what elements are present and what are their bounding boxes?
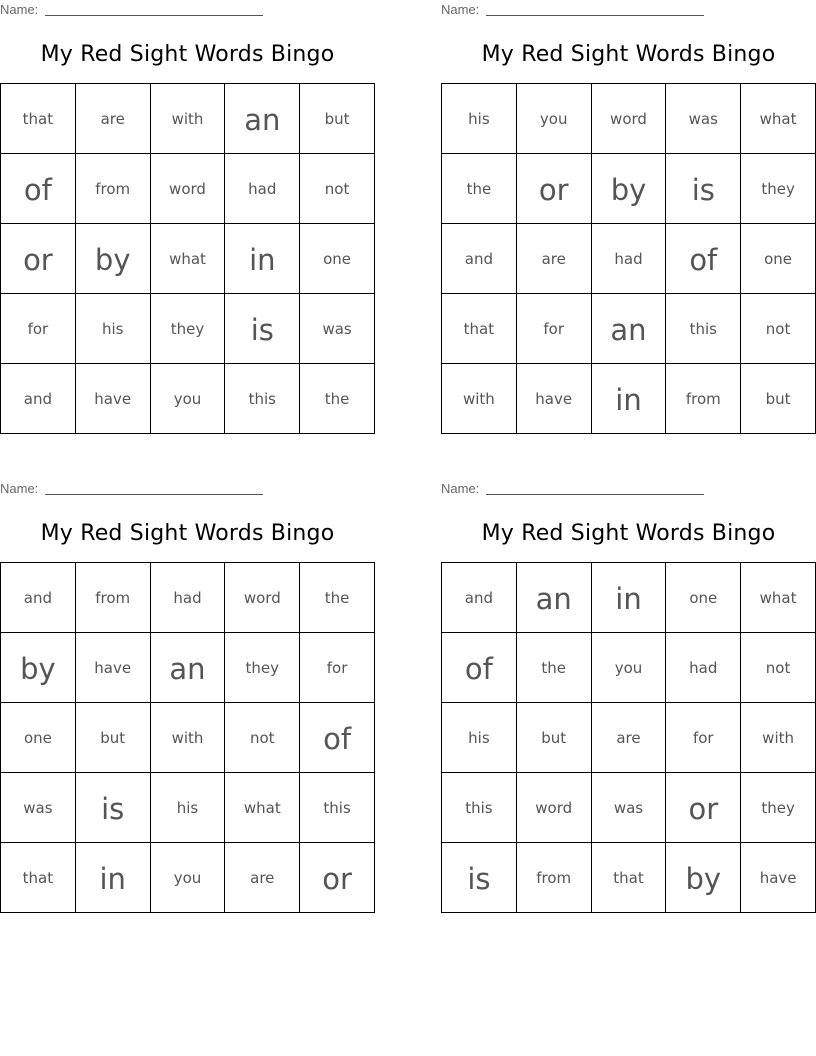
name-blank-line — [486, 494, 704, 495]
bingo-cell: of — [666, 224, 741, 294]
bingo-cell: from — [666, 364, 741, 434]
bingo-card-4 — [441, 479, 816, 919]
bingo-cell: had — [151, 563, 226, 633]
bingo-cell: of — [300, 703, 375, 773]
card-title: My Red Sight Words Bingo — [40, 42, 335, 67]
bingo-cell: is — [666, 154, 741, 224]
bingo-cell: in — [76, 843, 151, 913]
bingo-cell: for — [517, 294, 592, 364]
bingo-cell: not — [300, 154, 375, 224]
bingo-cell: not — [225, 703, 300, 773]
bingo-cell: that — [442, 294, 517, 364]
bingo-cell: with — [151, 703, 226, 773]
bingo-cell: and — [1, 563, 76, 633]
bingo-grid — [0, 83, 375, 434]
bingo-cell: of — [442, 633, 517, 703]
bingo-cell: one — [1, 703, 76, 773]
name-blank-line — [45, 15, 263, 16]
bingo-card-1 — [0, 0, 375, 440]
bingo-cell: are — [592, 703, 667, 773]
bingo-cell: an — [592, 294, 667, 364]
bingo-cell: by — [592, 154, 667, 224]
bingo-cell: for — [666, 703, 741, 773]
bingo-cell: but — [76, 703, 151, 773]
bingo-cell: and — [1, 364, 76, 434]
bingo-cell: for — [1, 294, 76, 364]
name-label: Name: — [441, 481, 480, 496]
bingo-cell: you — [151, 364, 226, 434]
card-title: My Red Sight Words Bingo — [481, 521, 776, 546]
bingo-cell: his — [151, 773, 226, 843]
bingo-cell: have — [76, 633, 151, 703]
bingo-cell: or — [300, 843, 375, 913]
bingo-cell: or — [517, 154, 592, 224]
bingo-cell: from — [76, 154, 151, 224]
bingo-cell: with — [442, 364, 517, 434]
bingo-cell: one — [300, 224, 375, 294]
bingo-cell: the — [300, 563, 375, 633]
bingo-grid — [441, 83, 816, 434]
bingo-cell: have — [517, 364, 592, 434]
bingo-cell: the — [517, 633, 592, 703]
bingo-cell: is — [225, 294, 300, 364]
bingo-cell: of — [1, 154, 76, 224]
bingo-cell: they — [151, 294, 226, 364]
bingo-cell: was — [1, 773, 76, 843]
bingo-cell: are — [76, 84, 151, 154]
bingo-cell: or — [1, 224, 76, 294]
bingo-cell: by — [666, 843, 741, 913]
bingo-cell: have — [741, 843, 816, 913]
bingo-cell: was — [300, 294, 375, 364]
card-title: My Red Sight Words Bingo — [40, 521, 335, 546]
bingo-cell: what — [741, 84, 816, 154]
bingo-cell: was — [666, 84, 741, 154]
bingo-cell: you — [151, 843, 226, 913]
bingo-cell: they — [741, 773, 816, 843]
bingo-cell: and — [442, 563, 517, 633]
bingo-cell: in — [592, 364, 667, 434]
bingo-cell: with — [151, 84, 226, 154]
bingo-cell: an — [151, 633, 226, 703]
bingo-cell: are — [225, 843, 300, 913]
bingo-cell: from — [517, 843, 592, 913]
bingo-cell: from — [76, 563, 151, 633]
bingo-cell: what — [151, 224, 226, 294]
bingo-cell: word — [517, 773, 592, 843]
bingo-grid — [0, 562, 375, 913]
bingo-cell: one — [741, 224, 816, 294]
bingo-cell: an — [225, 84, 300, 154]
bingo-cell: what — [741, 563, 816, 633]
bingo-cell: this — [225, 364, 300, 434]
card-title: My Red Sight Words Bingo — [481, 42, 776, 67]
name-blank-line — [45, 494, 263, 495]
bingo-cell: his — [442, 703, 517, 773]
bingo-cell: this — [300, 773, 375, 843]
name-label: Name: — [441, 2, 480, 17]
bingo-cell: have — [76, 364, 151, 434]
bingo-cell: word — [592, 84, 667, 154]
bingo-cell: are — [517, 224, 592, 294]
bingo-cell: or — [666, 773, 741, 843]
bingo-cell: and — [442, 224, 517, 294]
bingo-cell: had — [592, 224, 667, 294]
bingo-cell: word — [225, 563, 300, 633]
bingo-cell: an — [517, 563, 592, 633]
bingo-cell: word — [151, 154, 226, 224]
bingo-cell: in — [592, 563, 667, 633]
bingo-cell: this — [442, 773, 517, 843]
bingo-cell: by — [76, 224, 151, 294]
bingo-cell: had — [225, 154, 300, 224]
bingo-cell: they — [225, 633, 300, 703]
bingo-card-3 — [0, 479, 375, 919]
bingo-cell: his — [442, 84, 517, 154]
name-blank-line — [486, 15, 704, 16]
bingo-cell: you — [592, 633, 667, 703]
name-label: Name: — [0, 481, 39, 496]
bingo-cell: is — [76, 773, 151, 843]
bingo-cell: they — [741, 154, 816, 224]
bingo-cell: with — [741, 703, 816, 773]
bingo-cell: you — [517, 84, 592, 154]
bingo-cell: his — [76, 294, 151, 364]
bingo-cell: the — [300, 364, 375, 434]
bingo-cell: that — [592, 843, 667, 913]
bingo-cell: by — [1, 633, 76, 703]
bingo-cell: that — [1, 843, 76, 913]
bingo-cell: is — [442, 843, 517, 913]
bingo-cell: was — [592, 773, 667, 843]
bingo-cell: what — [225, 773, 300, 843]
bingo-cell: this — [666, 294, 741, 364]
bingo-cell: one — [666, 563, 741, 633]
bingo-cell: but — [300, 84, 375, 154]
bingo-cell: for — [300, 633, 375, 703]
bingo-card-2 — [441, 0, 816, 440]
bingo-cell: not — [741, 633, 816, 703]
bingo-cell: but — [741, 364, 816, 434]
bingo-cell: had — [666, 633, 741, 703]
name-label: Name: — [0, 2, 39, 17]
bingo-cell: in — [225, 224, 300, 294]
bingo-cell: that — [1, 84, 76, 154]
bingo-cell: but — [517, 703, 592, 773]
bingo-cell: not — [741, 294, 816, 364]
bingo-grid — [441, 562, 816, 913]
bingo-cell: the — [442, 154, 517, 224]
